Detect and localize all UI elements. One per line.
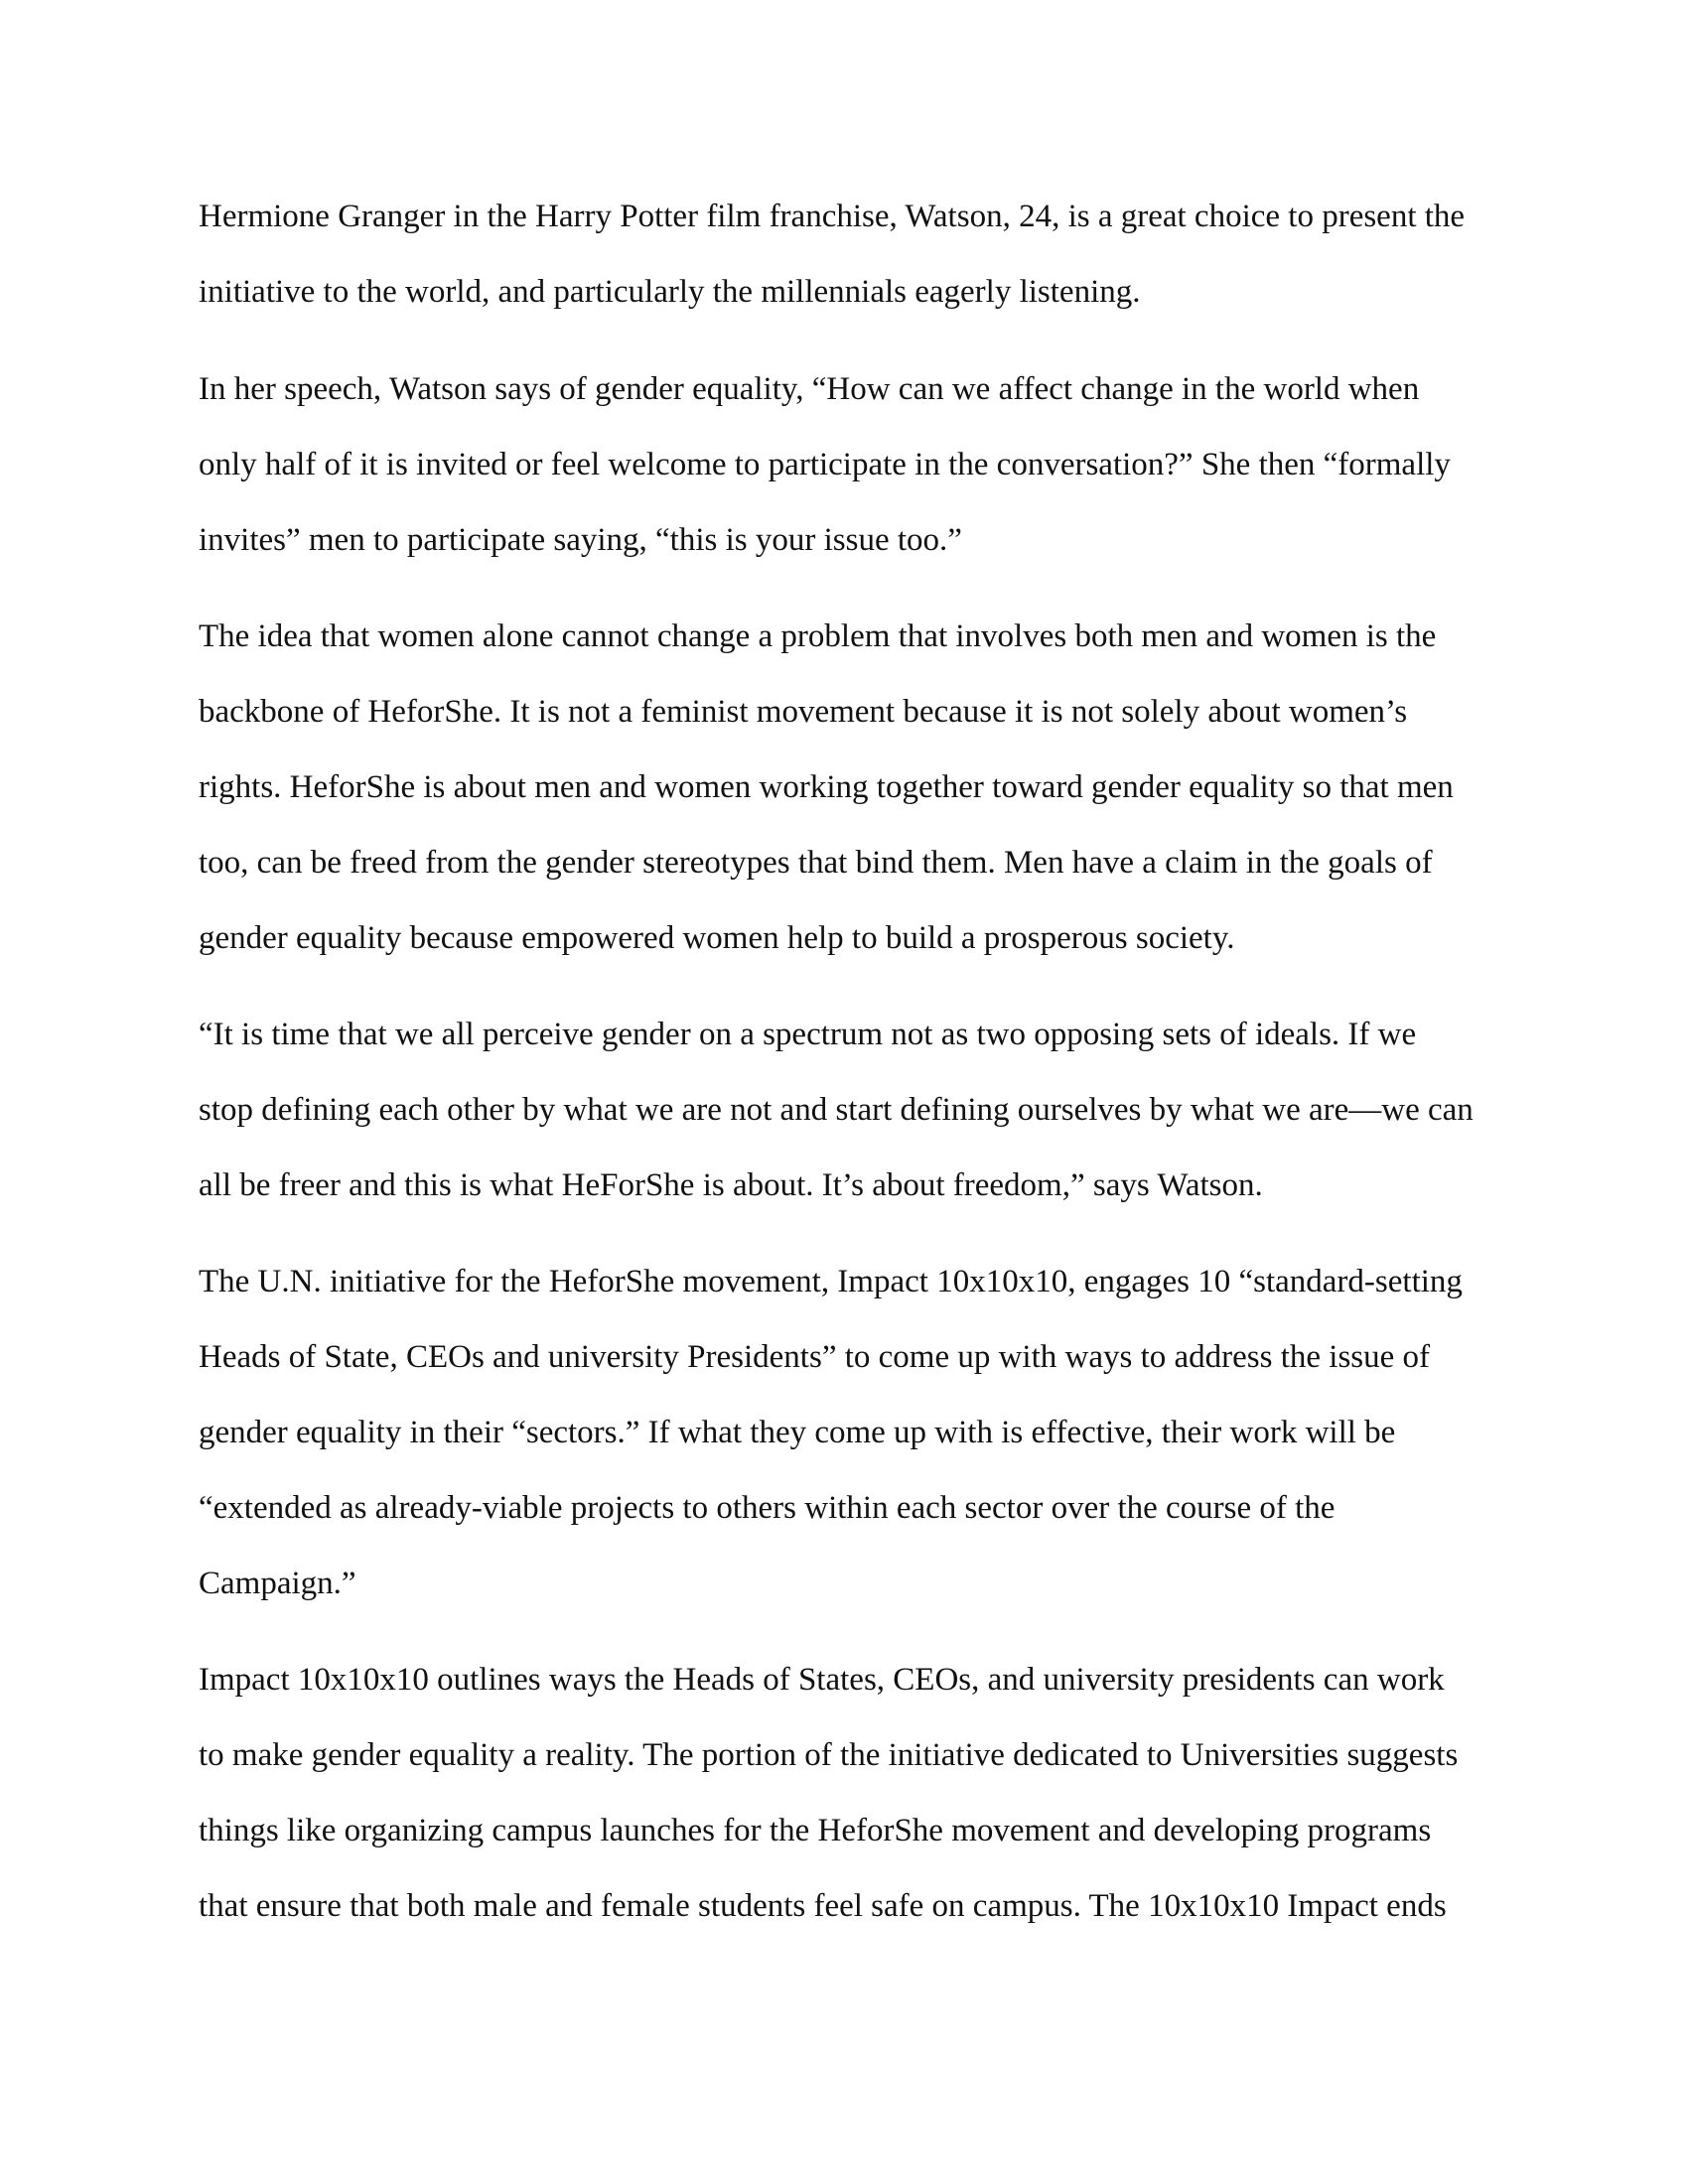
text-line: backbone of HeforShe. It is not a feminist movement because it is not solely about women’s [199, 694, 1408, 730]
text-line: invites” men to participate saying, “this is your issue too.” [199, 522, 962, 558]
text-line: only half of it is invited or feel welcome to participate in the conversation?” She then “formally [199, 447, 1451, 482]
text-line: to make gender equality a reality. The portion of the initiative dedicated to Universities suggests [199, 1737, 1459, 1773]
text-line: The U.N. initiative for the HeforShe movement, Impact 10x10x10, engages 10 “standard-setting [199, 1264, 1463, 1299]
text-line: gender equality because empowered women help to build a prosperous society. [199, 920, 1235, 956]
text-line: “It is time that we all perceive gender on a spectrum not as two opposing sets of ideals. If we [199, 1017, 1417, 1052]
text-line: Heads of State, CEOs and university Presidents” to come up with ways to address the issue of [199, 1339, 1431, 1375]
text-line: initiative to the world, and particularly the millennials eagerly listening. [199, 274, 1141, 310]
text-line: things like organizing campus launches for the HeforShe movement and developing programs [199, 1813, 1432, 1848]
text-line: “extended as already-viable projects to others within each sector over the course of the [199, 1490, 1336, 1526]
text-line: Impact 10x10x10 outlines ways the Heads of States, CEOs, and university presidents can work [199, 1662, 1445, 1698]
text-line: In her speech, Watson says of gender equality, “How can we affect change in the world when [199, 371, 1420, 407]
text-line: Campaign.” [199, 1566, 356, 1601]
text-line: rights. HeforShe is about men and women working together toward gender equality so that men [199, 769, 1454, 805]
text-line: The idea that women alone cannot change a problem that involves both men and women is the [199, 618, 1437, 654]
text-line: that ensure that both male and female students feel safe on campus. The 10x10x10 Impact ends [199, 1888, 1447, 1924]
text-line: Hermione Granger in the Harry Potter film franchise, Watson, 24, is a great choice to present the [199, 199, 1466, 234]
text-line: stop defining each other by what we are not and start defining ourselves by what we are—we can [199, 1092, 1474, 1128]
text-line: gender equality in their “sectors.” If what they come up with is effective, their work will be [199, 1415, 1396, 1450]
text-line: all be freer and this is what HeForShe is about. It’s about freedom,” says Watson. [199, 1167, 1263, 1203]
text-line: too, can be freed from the gender stereotypes that bind them. Men have a claim in the goals of [199, 845, 1433, 881]
